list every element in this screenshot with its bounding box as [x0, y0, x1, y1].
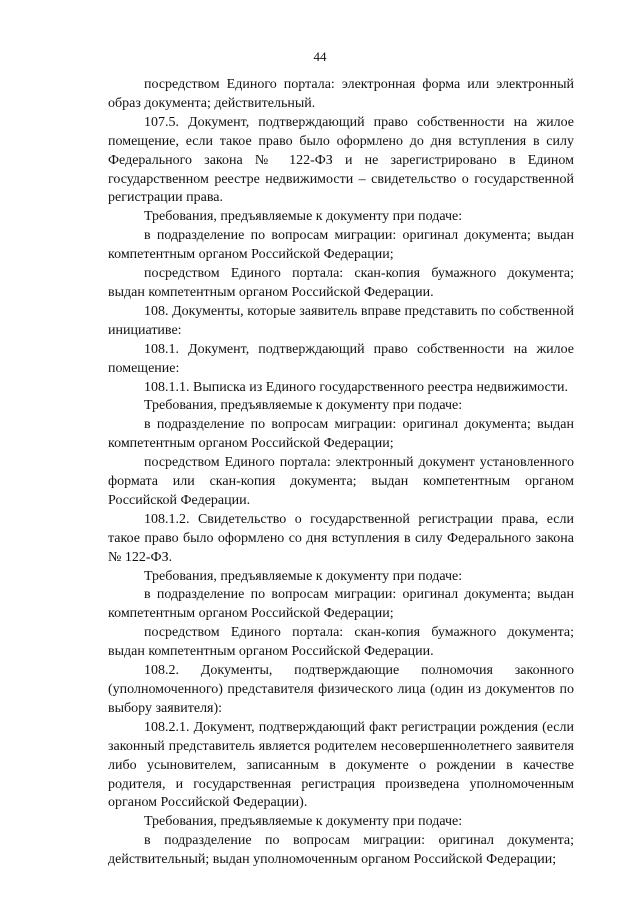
- paragraph: в подразделение по вопросам миграции: оригинал документа; выдан компетентным органом Российской Федерации;: [108, 228, 574, 263]
- paragraph: 108. Документы, которые заявитель вправе представить по собственной инициативе:: [108, 303, 574, 338]
- paragraph: 108.1.2. Свидетельство о государственной регистрации права, если такое право было оформлено со дня вступления в силу Федерального закона № 122-ФЗ.: [108, 511, 574, 565]
- paragraph: посредством Единого портала: электронный документ установленного формата или скан-копия документа; выдан компетентным органом Российской Федерации.: [108, 455, 574, 508]
- paragraph: посредством Единого портала: скан-копия бумажного документа; выдан компетентным органом Российской Федерации.: [108, 625, 574, 660]
- paragraph: посредством Единого портала: скан-копия бумажного документа; выдан компетентным органом Российской Федерации.: [108, 266, 574, 300]
- paragraph: 108.2.1. Документ, подтверждающий факт регистрации рождения (если законный представитель является родителем несовершеннолетнего заявителя либо усыновителем, записанным в документе о рождении в качестве родителя, и государственная регистрация произведена уполномоченным органом Российской Федерации).: [108, 719, 574, 811]
- paragraph: в подразделение по вопросам миграции: оригинал документа; выдан компетентным органом Российской Федерации;: [108, 417, 574, 452]
- paragraph: в подразделение по вопросам миграции: оригинал документа; выдан компетентным органом Российской Федерации;: [108, 587, 574, 622]
- paragraph: посредством Единого портала: электронная форма или электронный образ документа; действительный.: [108, 77, 574, 111]
- paragraph: Требования, предъявляемые к документу при подаче:: [144, 209, 463, 225]
- paragraph: 108.1. Документ, подтверждающий право собственности на жилое помещение:: [108, 341, 574, 376]
- paragraph: 108.2. Документы, подтверждающие полномочия законного (уполномоченного) представителя физического лица (один из документов по выбору заявителя):: [108, 663, 574, 716]
- paragraph: Требования, предъявляемые к документу при подаче:: [144, 568, 463, 584]
- paragraph: Требования, предъявляемые к документу при подаче:: [144, 398, 463, 414]
- paragraph: Требования, предъявляемые к документу при подаче:: [144, 814, 463, 830]
- paragraph: 107.5. Документ, подтверждающий право собственности на жилое помещение, если такое право было оформлено до дня вступления в силу Федерального закона № 122-ФЗ и не зарегистрировано в Едином государственном реестре недвижимости – свидетельство о государственной регистрации права.: [108, 114, 574, 206]
- paragraph: в подразделение по вопросам миграции: оригинал документа; действительный; выдан уполномоченным органом Российской Федерации;: [108, 833, 574, 868]
- document-body: [108, 76, 574, 870]
- page-number: 44: [313, 49, 327, 64]
- paragraph: 108.1.1. Выписка из Единого государственного реестра недвижимости.: [144, 379, 568, 395]
